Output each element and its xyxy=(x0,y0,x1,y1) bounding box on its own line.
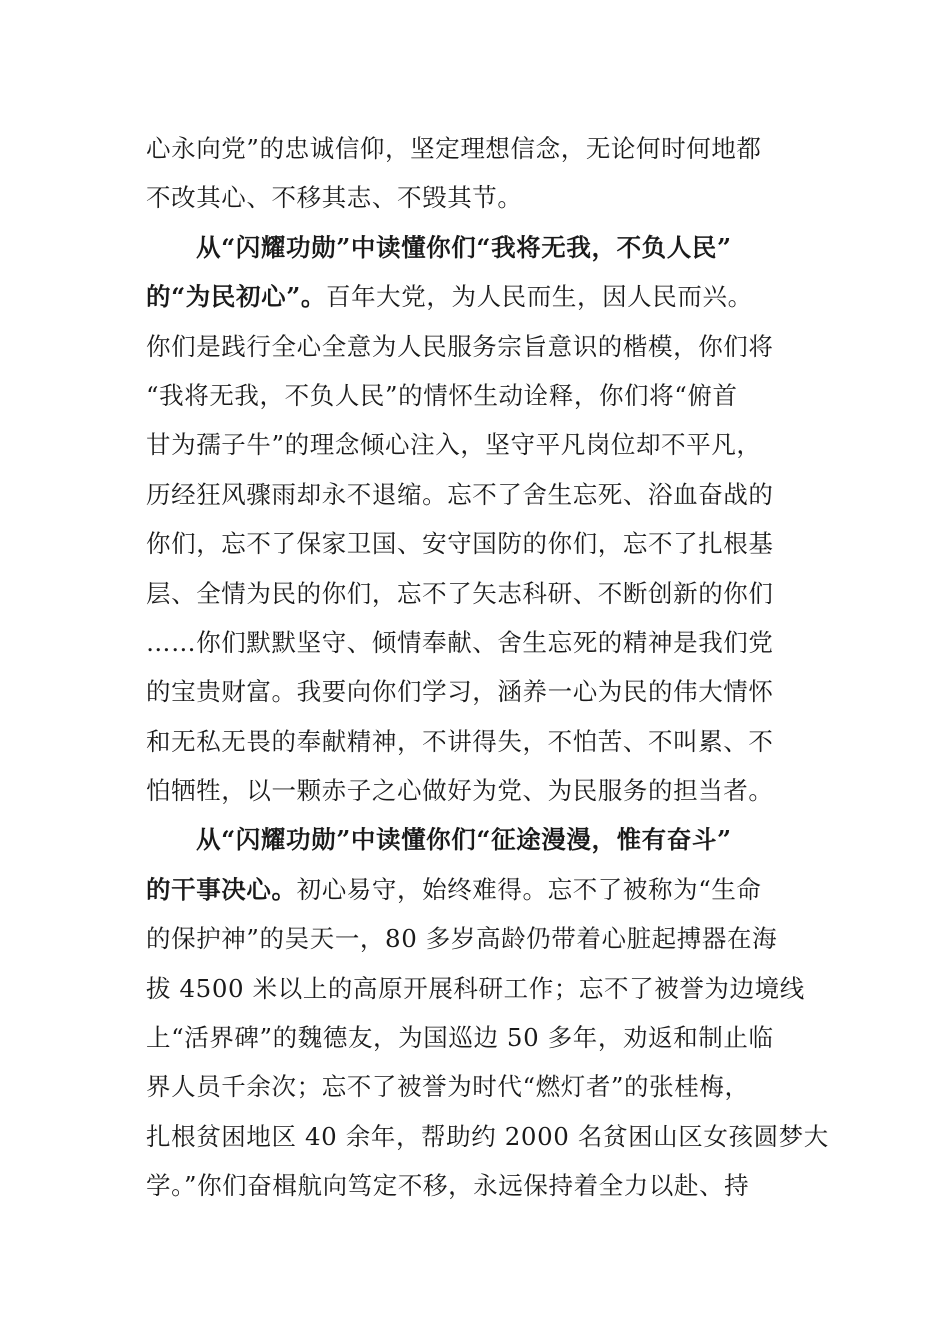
body-text: 扎根贫困地区 40 余年，帮助约 2000 名贫困山区女孩圆梦大 xyxy=(146,1121,829,1151)
text-line xyxy=(146,1112,829,1161)
body-text: 不改其心、不移其志、不毁其节。 xyxy=(146,183,523,213)
text-line xyxy=(146,815,806,864)
text-line xyxy=(146,964,806,1013)
body-text: 怕牺牲，以一颗赤子之心做好为党、为民服务的担当者。 xyxy=(146,776,774,806)
text-line xyxy=(146,618,806,667)
body-text: 学。”你们奋楫航向笃定不移，永远保持着全力以赴、持 xyxy=(146,1171,750,1201)
text-line xyxy=(146,865,806,914)
bold-heading-text: 的干事决心。 xyxy=(146,874,297,904)
text-line xyxy=(146,1062,806,1111)
body-text: 百年大党，为人民而生，因人民而兴。 xyxy=(325,282,753,312)
body-text: 历经狂风骤雨却永不退缩。忘不了舍生忘死、浴血奋战的 xyxy=(146,479,774,509)
text-line xyxy=(146,223,806,272)
text-line xyxy=(146,717,806,766)
text-line xyxy=(146,124,806,173)
text-line xyxy=(146,667,806,716)
body-text: 和无私无畏的奉献精神，不讲得失，不怕苦、不叫累、不 xyxy=(146,726,774,756)
text-line xyxy=(146,519,806,568)
bold-heading-text: 从“闪耀功勋”中读懂你们“我将无我，不负人民” xyxy=(196,232,732,262)
text-line xyxy=(146,569,806,618)
body-text: 的宝贵财富。我要向你们学习，涵养一心为民的伟大情怀 xyxy=(146,677,774,707)
text-line xyxy=(146,914,806,963)
body-text: “我将无我，不负人民”的情怀生动诠释，你们将“俯首 xyxy=(146,380,738,410)
text-line xyxy=(146,470,806,519)
text-line xyxy=(146,420,806,469)
text-line xyxy=(146,173,806,222)
body-text: 的保护神”的吴天一，80 多岁高龄仍带着心脏起搏器在海 xyxy=(146,924,778,954)
bold-heading-text: 的“为民初心”。 xyxy=(146,282,326,312)
bold-heading-text: 从“闪耀功勋”中读懂你们“征途漫漫，惟有奋斗” xyxy=(196,825,732,855)
text-line xyxy=(146,1161,806,1210)
body-text: 层、全情为民的你们，忘不了矢志科研、不断创新的你们 xyxy=(146,578,774,608)
text-line xyxy=(146,1013,806,1062)
text-line xyxy=(146,322,806,371)
body-text: 你们，忘不了保家卫国、安守国防的你们，忘不了扎根基 xyxy=(146,529,774,559)
body-text: ……你们默默坚守、倾情奉献、舍生忘死的精神是我们党 xyxy=(146,627,774,657)
document-body xyxy=(146,124,829,1211)
text-line xyxy=(146,272,806,321)
body-text: 你们是践行全心全意为人民服务宗旨意识的楷模，你们将 xyxy=(146,331,774,361)
body-text: 心永向党”的忠诚信仰，坚定理想信念，无论何时何地都 xyxy=(146,134,762,163)
body-text: 甘为孺子牛”的理念倾心注入，坚守平凡岗位却不平凡， xyxy=(146,430,762,460)
text-line xyxy=(146,766,806,815)
text-line xyxy=(146,371,806,420)
body-text: 拔 4500 米以上的高原开展科研工作；忘不了被誉为边境线 xyxy=(146,973,805,1003)
body-text: 界人员千余次；忘不了被誉为时代“燃灯者”的张桂梅， xyxy=(146,1072,750,1102)
body-text: 上“活界碑”的魏德友，为国巡边 50 多年，劝返和制止临 xyxy=(146,1023,774,1053)
body-text: 初心易守，始终难得。忘不了被称为“生命 xyxy=(296,874,762,904)
